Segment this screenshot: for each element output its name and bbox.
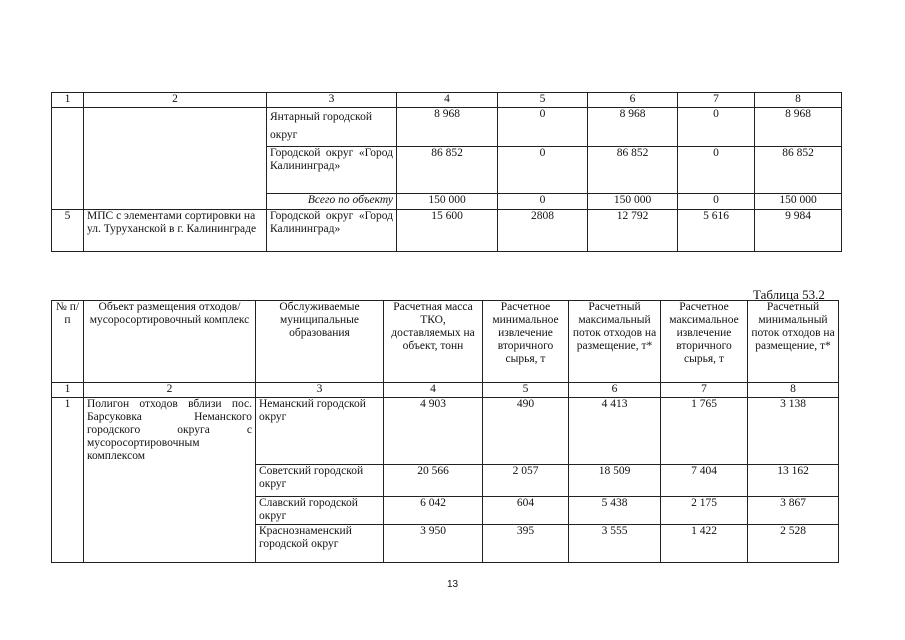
- col-number: 5: [498, 93, 588, 108]
- col-number: 2: [84, 383, 256, 398]
- cell-municipality: Краснознаменский городской округ: [256, 525, 384, 563]
- cell-value: 3 867: [748, 497, 839, 525]
- col-number: 7: [661, 383, 748, 398]
- cell-value: 1 422: [661, 525, 748, 563]
- cell-value: 604: [483, 497, 569, 525]
- cell-value: 8 968: [397, 108, 498, 147]
- cell-municipality: Городской округ «Город Калининград»: [267, 147, 397, 194]
- cell-value: 4 903: [384, 398, 483, 465]
- cell-value: 150 000: [755, 194, 842, 210]
- col-number: 8: [755, 93, 842, 108]
- cell-value: 0: [498, 108, 588, 147]
- header-max-flow: Расчетный максимальный поток отходов на размещение, т*: [569, 301, 661, 383]
- col-number: 6: [569, 383, 661, 398]
- cell-municipality: Городской округ «Город Калининград»: [267, 210, 397, 252]
- cell-value: 2 528: [748, 525, 839, 563]
- cell-value: 150 000: [588, 194, 678, 210]
- cell-value: 8 968: [755, 108, 842, 147]
- header-max-extraction: Расчетное максимальное извлечение вторичного сырья, т: [661, 301, 748, 383]
- cell-value: 18 509: [569, 465, 661, 497]
- cell-value: 3 950: [384, 525, 483, 563]
- cell-value: 3 555: [569, 525, 661, 563]
- table-row: [52, 398, 839, 465]
- table-row: [52, 210, 842, 252]
- page-number: 13: [446, 579, 459, 590]
- cell-municipality: Славский городской округ: [256, 497, 384, 525]
- cell-value: 5 616: [678, 210, 755, 252]
- cell-value: 20 566: [384, 465, 483, 497]
- cell-num: 1: [52, 398, 84, 563]
- cell-value: 5 438: [569, 497, 661, 525]
- col-number: 4: [384, 383, 483, 398]
- cell-num-empty: [52, 108, 84, 210]
- col-number: 1: [52, 93, 84, 108]
- col-number: 6: [588, 93, 678, 108]
- table-row: [52, 108, 842, 147]
- cell-value: 0: [678, 108, 755, 147]
- cell-value: 0: [678, 194, 755, 210]
- cell-value: 8 968: [588, 108, 678, 147]
- cell-municipality: Неманский городской округ: [256, 398, 384, 465]
- cell-value: 86 852: [588, 147, 678, 194]
- col-number: 3: [256, 383, 384, 398]
- cell-value: 2808: [498, 210, 588, 252]
- table-53-2: [51, 300, 839, 563]
- cell-value: 86 852: [397, 147, 498, 194]
- cell-value: 13 162: [748, 465, 839, 497]
- cell-value: 395: [483, 525, 569, 563]
- cell-num: 5: [52, 210, 84, 252]
- header-object: Объект размещения отходов/ мусоросортировочный комплекс: [84, 301, 256, 383]
- cell-value: 1 765: [661, 398, 748, 465]
- cell-value: 3 138: [748, 398, 839, 465]
- cell-object: Полигон отходов вблизи пос. Барсуковка Неманского городского округа с мусоросортировочным комплексом: [84, 398, 256, 563]
- cell-value: 2 175: [661, 497, 748, 525]
- cell-value: 490: [483, 398, 569, 465]
- col-number: 3: [267, 93, 397, 108]
- header-num: № п/п: [52, 301, 84, 383]
- cell-value: 4 413: [569, 398, 661, 465]
- cell-value: 2 057: [483, 465, 569, 497]
- cell-value: 15 600: [397, 210, 498, 252]
- header-min-flow: Расчетный минимальный поток отходов на размещение, т*: [748, 301, 839, 383]
- cell-value: 0: [678, 147, 755, 194]
- cell-value: 7 404: [661, 465, 748, 497]
- cell-value: 0: [498, 194, 588, 210]
- header-mass: Расчетная масса ТКО, доставляемых на объект, тонн: [384, 301, 483, 383]
- cell-object: МПС с элементами сортировки на ул. Туруханской в г. Калининграде: [84, 210, 267, 252]
- table-header-numbers: [52, 383, 839, 398]
- cell-object-empty: [84, 108, 267, 210]
- total-label: Всего по объекту: [267, 194, 397, 210]
- col-number: 2: [84, 93, 267, 108]
- table-header-numbers: [52, 93, 842, 108]
- table-continuation: [51, 92, 842, 252]
- cell-municipality: Янтарный городской округ: [267, 108, 397, 147]
- cell-value: 0: [498, 147, 588, 194]
- col-number: 7: [678, 93, 755, 108]
- cell-value: 6 042: [384, 497, 483, 525]
- cell-value: 86 852: [755, 147, 842, 194]
- col-number: 5: [483, 383, 569, 398]
- cell-value: 150 000: [397, 194, 498, 210]
- col-number: 8: [748, 383, 839, 398]
- cell-municipality: Советский городской округ: [256, 465, 384, 497]
- table-caption: Таблица 53.2: [753, 287, 825, 302]
- table-header: [52, 301, 839, 383]
- cell-value: 9 984: [755, 210, 842, 252]
- cell-value: 12 792: [588, 210, 678, 252]
- header-municipality: Обслуживаемые муниципальные образования: [256, 301, 384, 383]
- header-min-extraction: Расчетное минимальное извлечение вторичного сырья, т: [483, 301, 569, 383]
- col-number: 4: [397, 93, 498, 108]
- col-number: 1: [52, 383, 84, 398]
